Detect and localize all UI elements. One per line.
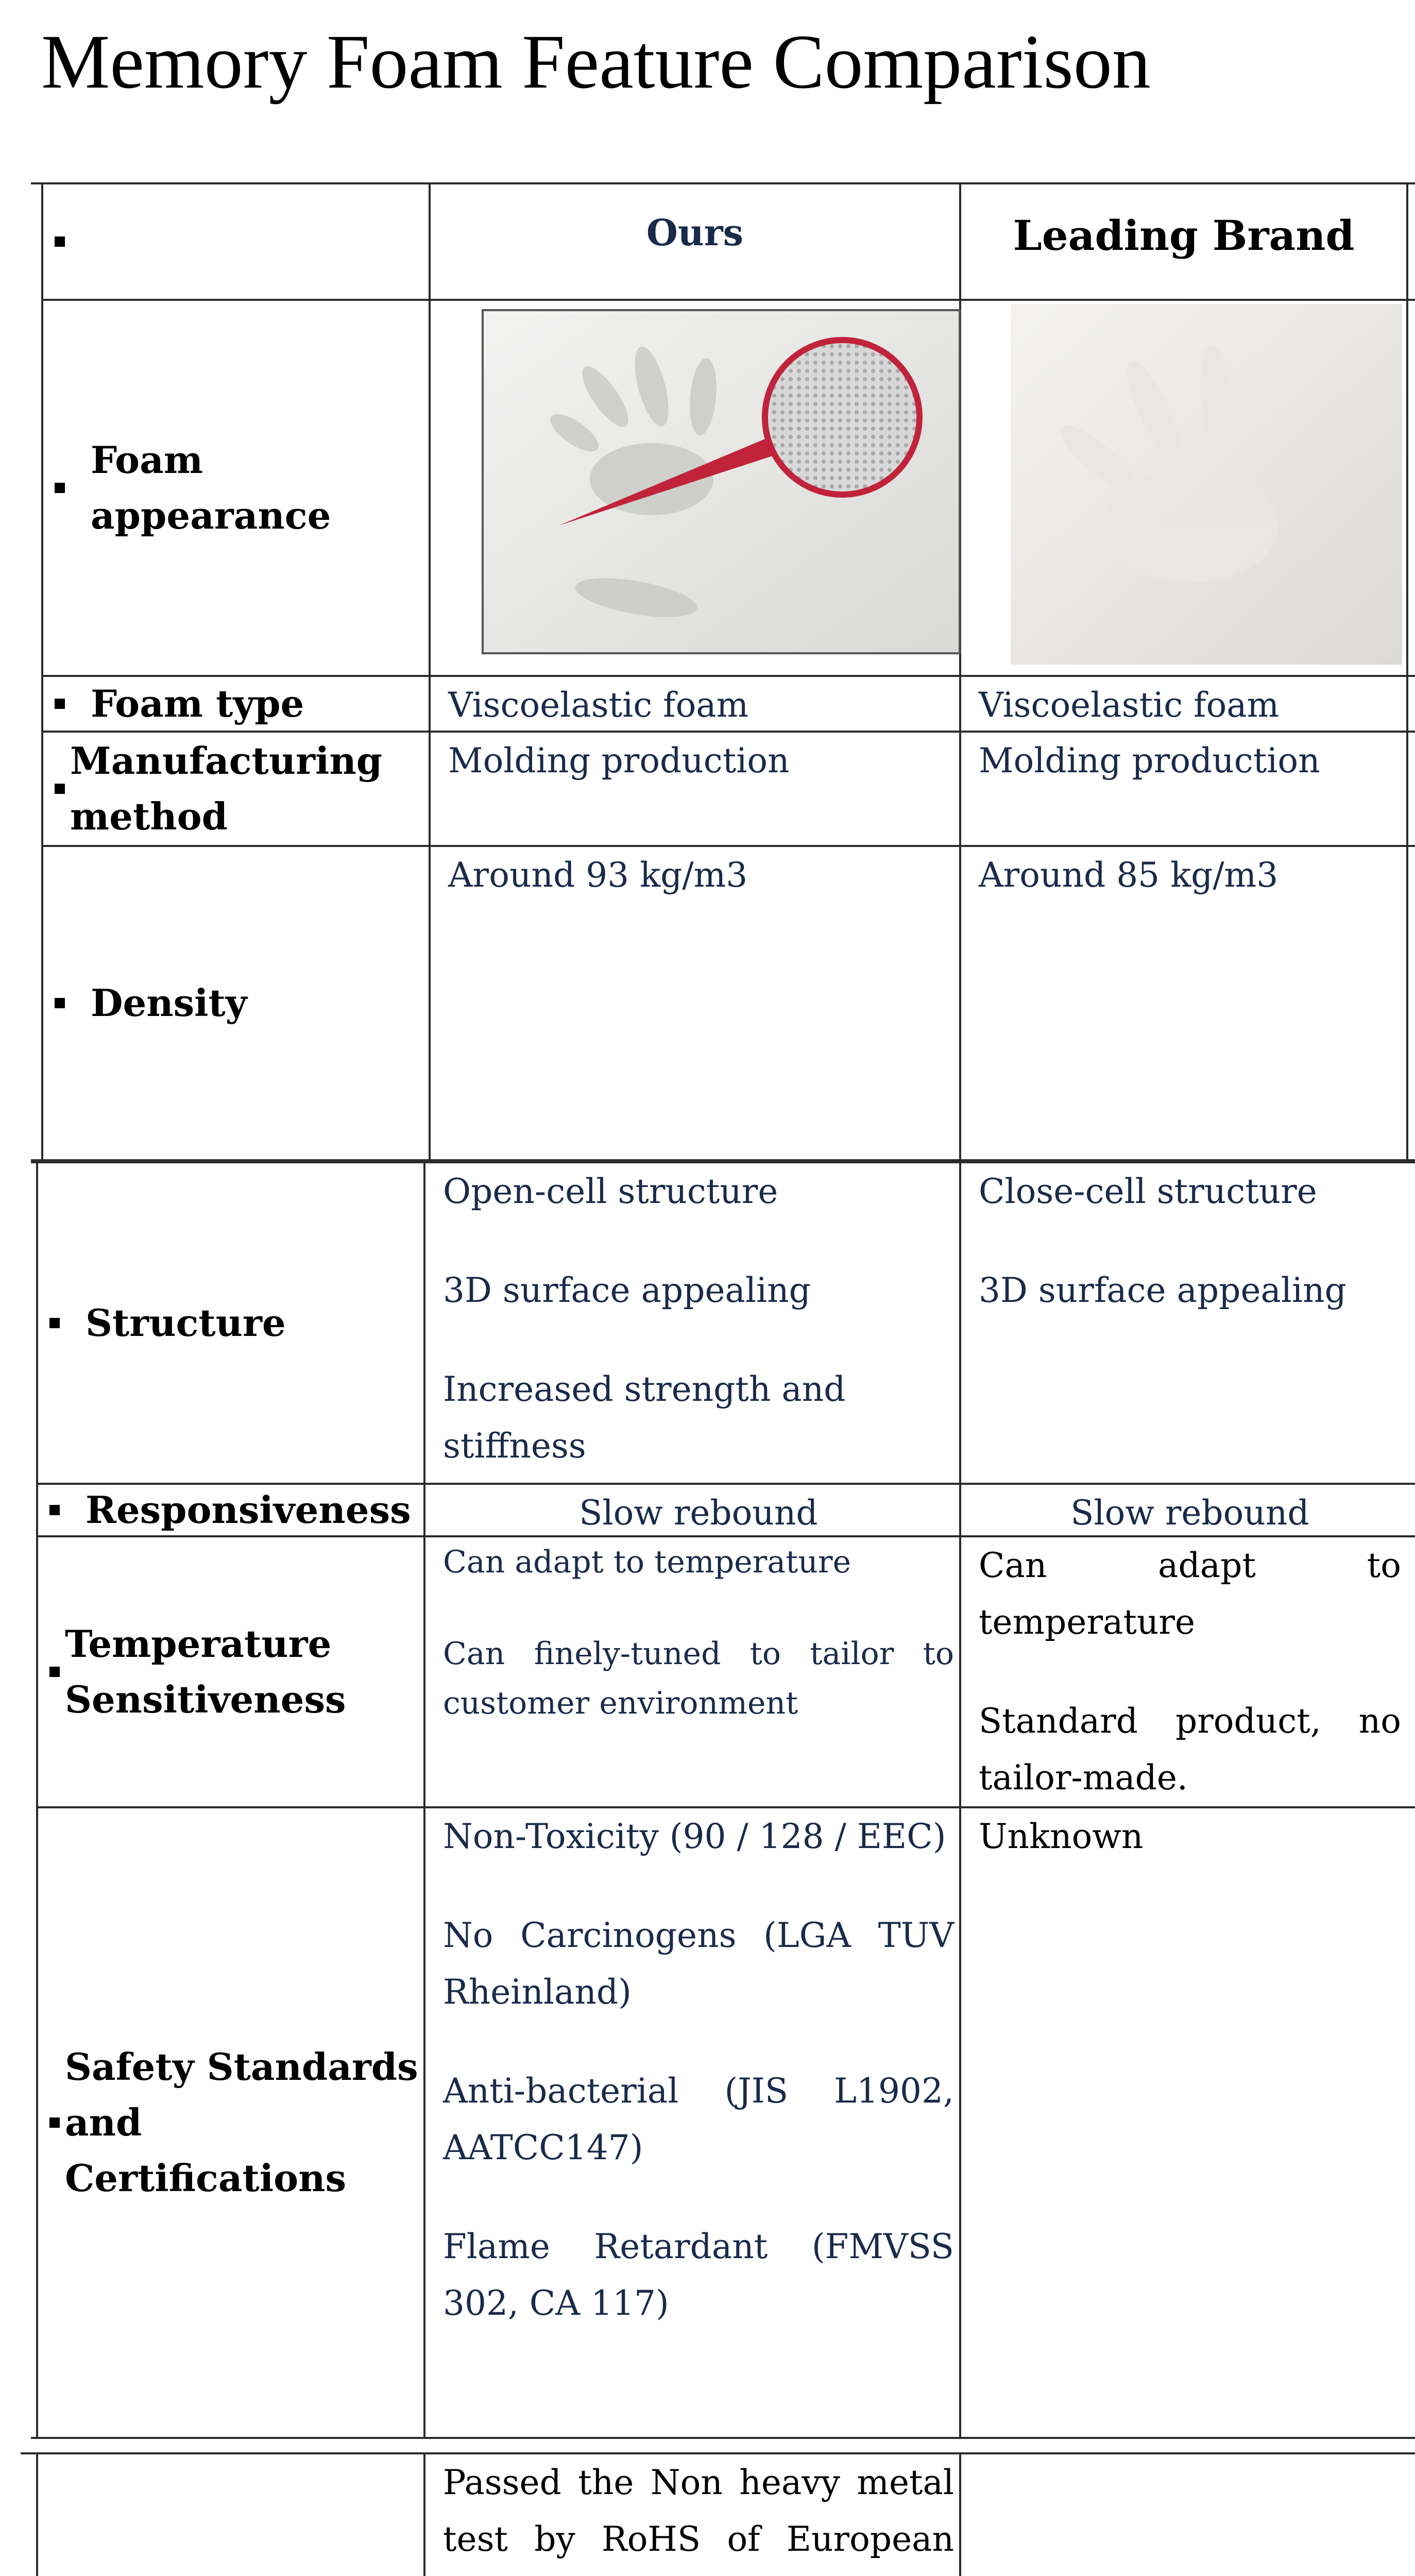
bullet-icon xyxy=(55,483,65,493)
row-label-manufacturing-method: Manufacturing method xyxy=(43,733,429,845)
header-leading-brand: Leading Brand xyxy=(1013,211,1355,260)
bullet-icon xyxy=(49,1318,60,1328)
bullet-icon xyxy=(55,784,65,794)
foam-type-brand: Viscoelastic foam xyxy=(979,685,1280,725)
responsiveness-ours: Slow rebound xyxy=(579,1493,818,1533)
row-label-foam-appearance: Foam appearance xyxy=(43,301,429,675)
row-label-responsiveness: Responsiveness xyxy=(38,1485,423,1535)
structure-ours: Open-cell structure 3D surface appealing Increased strength and stiffness xyxy=(443,1172,846,1466)
row-label-density: Density xyxy=(43,847,429,1159)
bullet-icon xyxy=(49,2117,60,2128)
leading-brand-foam-image xyxy=(1011,304,1402,665)
row-label-temperature-sensitiveness: Temperature Sensitiveness xyxy=(38,1537,423,1806)
ours-foam-image xyxy=(482,309,961,654)
safety-brand: Unknown xyxy=(979,1817,1144,1856)
row-label-structure: Structure xyxy=(38,1163,423,1483)
structure-brand: Close-cell structure 3D surface appealing xyxy=(979,1172,1346,1310)
header-ours: Ours xyxy=(646,211,744,254)
bullet-icon xyxy=(49,1505,60,1515)
responsiveness-brand: Slow rebound xyxy=(1070,1493,1309,1533)
temperature-brand: Can adapt to temperature Standard product, no tailor-made. xyxy=(979,1546,1401,1798)
bullet-icon xyxy=(55,699,65,709)
bullet-icon xyxy=(55,236,65,247)
manufacturing-method-ours: Molding production xyxy=(448,741,790,781)
manufacturing-method-brand: Molding production xyxy=(979,741,1320,781)
bullet-icon xyxy=(49,1667,60,1677)
foam-type-ours: Viscoelastic foam xyxy=(448,685,749,725)
row-label-safety-standards: Safety Standards and Certifications xyxy=(38,1808,423,2437)
bullet-icon xyxy=(55,998,65,1008)
temperature-ours: Can adapt to temperature Can finely-tuned to tailor to customer environment xyxy=(443,1544,954,1721)
safety-ours: Non-Toxicity (90 / 128 / EEC) No Carcinogens (LGA TUV Rheinland) Anti-bacterial (JIS L1902, AATCC147) Flame Retardant (FMVSS 302, CA 117) xyxy=(443,1817,954,2323)
page-title: Memory Foam Feature Comparison xyxy=(41,19,1151,105)
density-brand: Around 85 kg/m3 xyxy=(979,855,1278,895)
density-ours: Around 93 kg/m3 xyxy=(448,855,748,895)
row-label-foam-type: Foam type xyxy=(43,677,429,731)
header-feature-cell xyxy=(43,184,429,299)
extra-tests-ours: Passed the Non heavy metal test by RoHS of European xyxy=(443,2463,954,2559)
